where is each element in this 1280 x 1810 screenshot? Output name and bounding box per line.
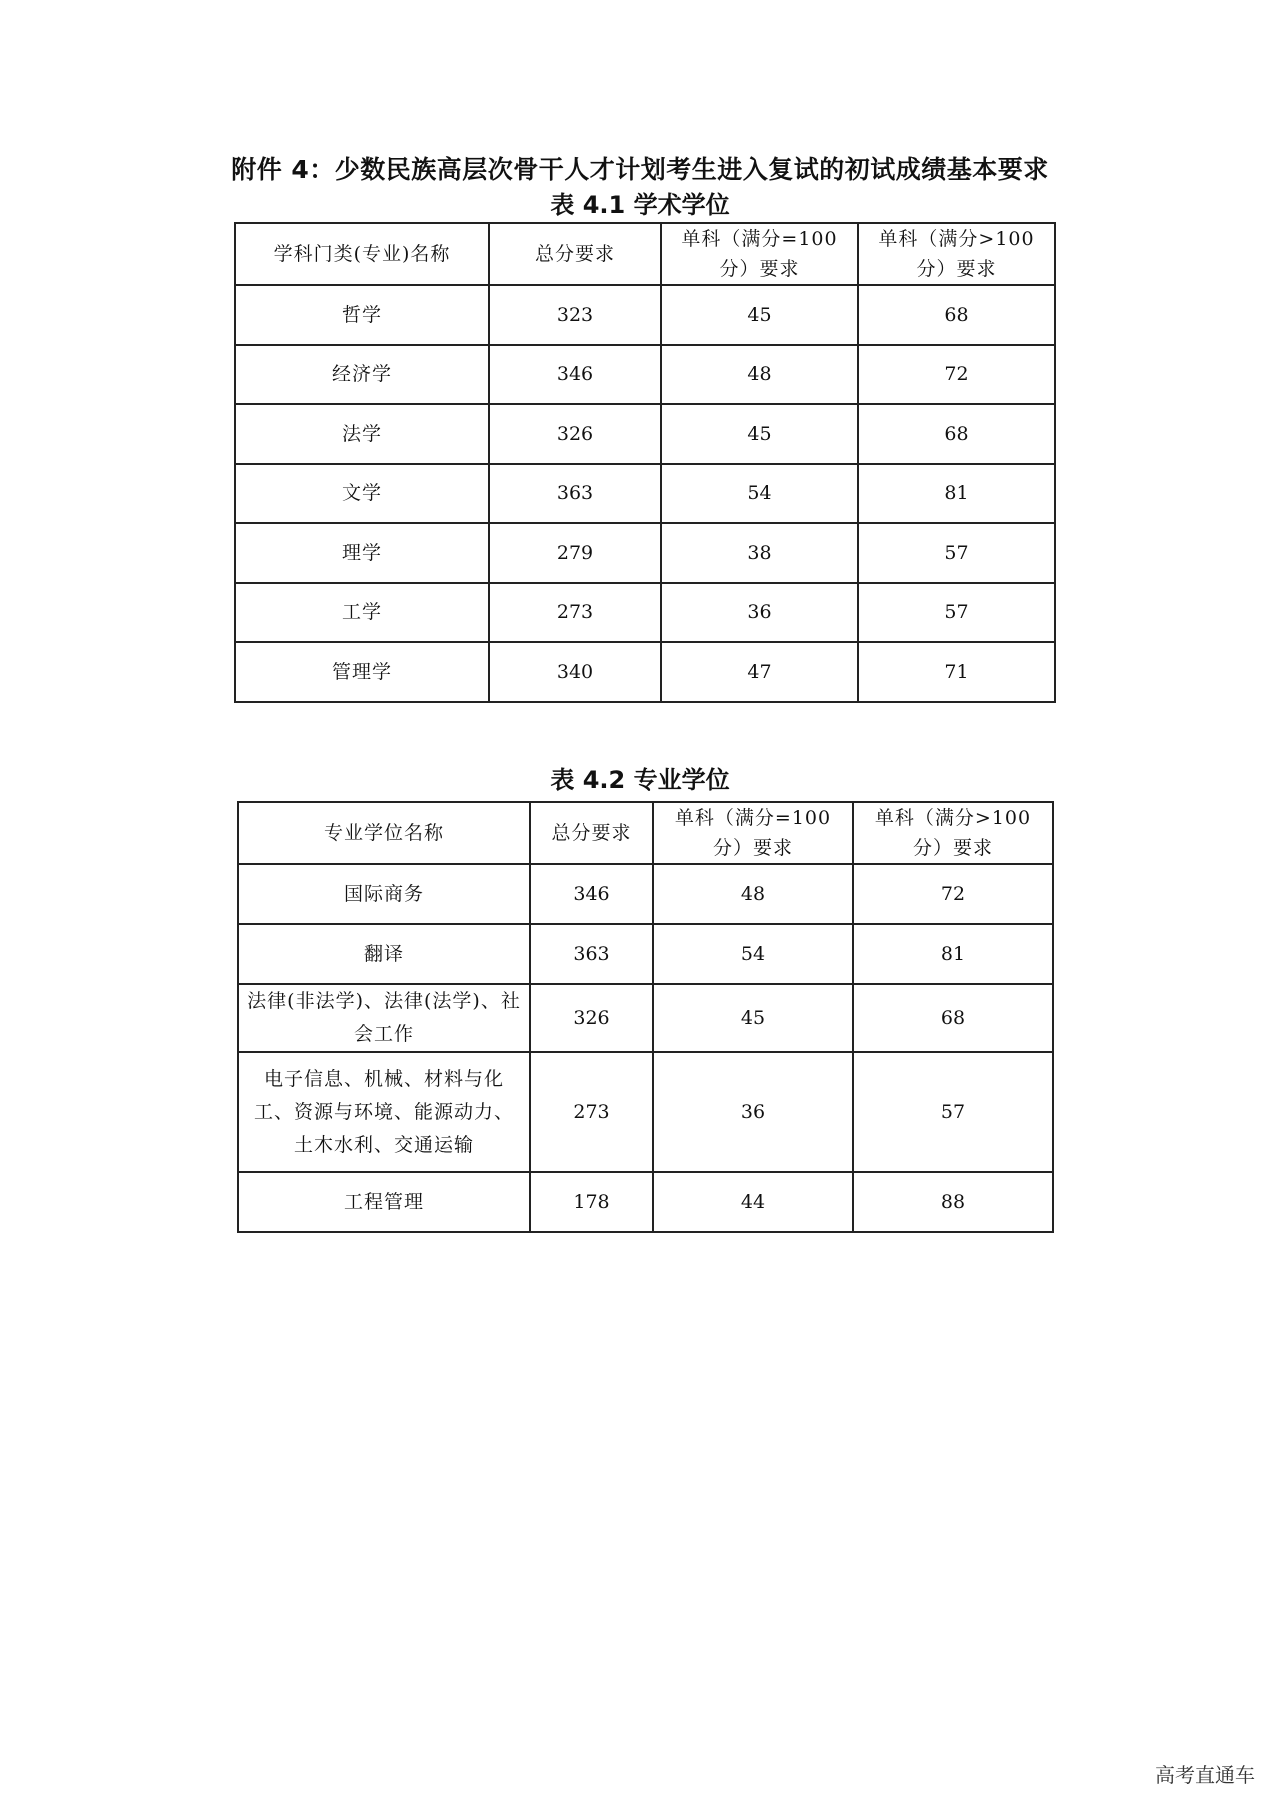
discipline-name: 哲学 — [235, 285, 489, 345]
table-row — [235, 583, 1055, 643]
header-single-subject-100: 单科（满分=100分）要求 — [653, 802, 853, 864]
single-subject-over-100-score: 68 — [858, 404, 1055, 464]
table-row — [235, 345, 1055, 405]
header-degree-name: 专业学位名称 — [238, 802, 530, 864]
total-score: 273 — [489, 583, 661, 643]
header-total-score: 总分要求 — [530, 802, 653, 864]
degree-name: 工程管理 — [238, 1172, 530, 1232]
header-total-score: 总分要求 — [489, 223, 661, 285]
single-subject-100-score: 36 — [653, 1052, 853, 1172]
single-subject-100-score: 47 — [661, 642, 858, 702]
single-subject-100-score: 38 — [661, 523, 858, 583]
table-row — [235, 285, 1055, 345]
total-score: 326 — [530, 984, 653, 1052]
single-subject-over-100-score: 71 — [858, 642, 1055, 702]
single-subject-100-score: 44 — [653, 1172, 853, 1232]
header-single-subject-over-100: 单科（满分>100分）要求 — [853, 802, 1053, 864]
single-subject-over-100-score: 57 — [858, 523, 1055, 583]
single-subject-over-100-score: 57 — [853, 1052, 1053, 1172]
table-header-row — [235, 223, 1055, 285]
total-score: 323 — [489, 285, 661, 345]
single-subject-over-100-score: 57 — [858, 583, 1055, 643]
single-subject-100-score: 45 — [661, 404, 858, 464]
table-row — [238, 1052, 1053, 1172]
single-subject-100-score: 54 — [653, 924, 853, 984]
table-row — [235, 642, 1055, 702]
total-score: 273 — [530, 1052, 653, 1172]
degree-name: 法律(非法学)、法律(法学)、社会工作 — [238, 984, 530, 1052]
total-score: 346 — [530, 864, 653, 924]
single-subject-over-100-score: 68 — [858, 285, 1055, 345]
table-row — [238, 924, 1053, 984]
total-score: 326 — [489, 404, 661, 464]
table-row — [238, 1172, 1053, 1232]
watermark-text: 高考直通车 — [1155, 1763, 1255, 1787]
degree-name: 翻译 — [238, 924, 530, 984]
header-discipline-name: 学科门类(专业)名称 — [235, 223, 489, 285]
total-score: 363 — [489, 464, 661, 524]
table-header-row — [238, 802, 1053, 864]
single-subject-over-100-score: 81 — [858, 464, 1055, 524]
total-score: 340 — [489, 642, 661, 702]
single-subject-over-100-score: 68 — [853, 984, 1053, 1052]
discipline-name: 工学 — [235, 583, 489, 643]
single-subject-over-100-score: 72 — [858, 345, 1055, 405]
total-score: 346 — [489, 345, 661, 405]
discipline-name: 管理学 — [235, 642, 489, 702]
table-4-1-caption: 表 4.1 学术学位 — [550, 191, 730, 219]
table-row — [235, 404, 1055, 464]
discipline-name: 法学 — [235, 404, 489, 464]
single-subject-100-score: 45 — [653, 984, 853, 1052]
single-subject-100-score: 48 — [661, 345, 858, 405]
discipline-name: 文学 — [235, 464, 489, 524]
table-4-2-caption: 表 4.2 专业学位 — [550, 766, 730, 794]
table-row — [235, 464, 1055, 524]
header-single-subject-over-100: 单科（满分>100分）要求 — [858, 223, 1055, 285]
degree-name: 电子信息、机械、材料与化工、资源与环境、能源动力、土木水利、交通运输 — [238, 1052, 530, 1172]
total-score: 363 — [530, 924, 653, 984]
professional-degree-table — [237, 801, 1054, 1233]
single-subject-over-100-score: 72 — [853, 864, 1053, 924]
single-subject-100-score: 36 — [661, 583, 858, 643]
single-subject-over-100-score: 81 — [853, 924, 1053, 984]
single-subject-over-100-score: 88 — [853, 1172, 1053, 1232]
single-subject-100-score: 48 — [653, 864, 853, 924]
table-row — [235, 523, 1055, 583]
header-single-subject-100: 单科（满分=100分）要求 — [661, 223, 858, 285]
single-subject-100-score: 45 — [661, 285, 858, 345]
total-score: 279 — [489, 523, 661, 583]
degree-name: 国际商务 — [238, 864, 530, 924]
total-score: 178 — [530, 1172, 653, 1232]
discipline-name: 理学 — [235, 523, 489, 583]
discipline-name: 经济学 — [235, 345, 489, 405]
table-row — [238, 984, 1053, 1052]
document-title: 附件 4：少数民族高层次骨干人才计划考生进入复试的初试成绩基本要求 — [231, 155, 1049, 184]
single-subject-100-score: 54 — [661, 464, 858, 524]
academic-degree-table — [234, 222, 1056, 703]
table-row — [238, 864, 1053, 924]
